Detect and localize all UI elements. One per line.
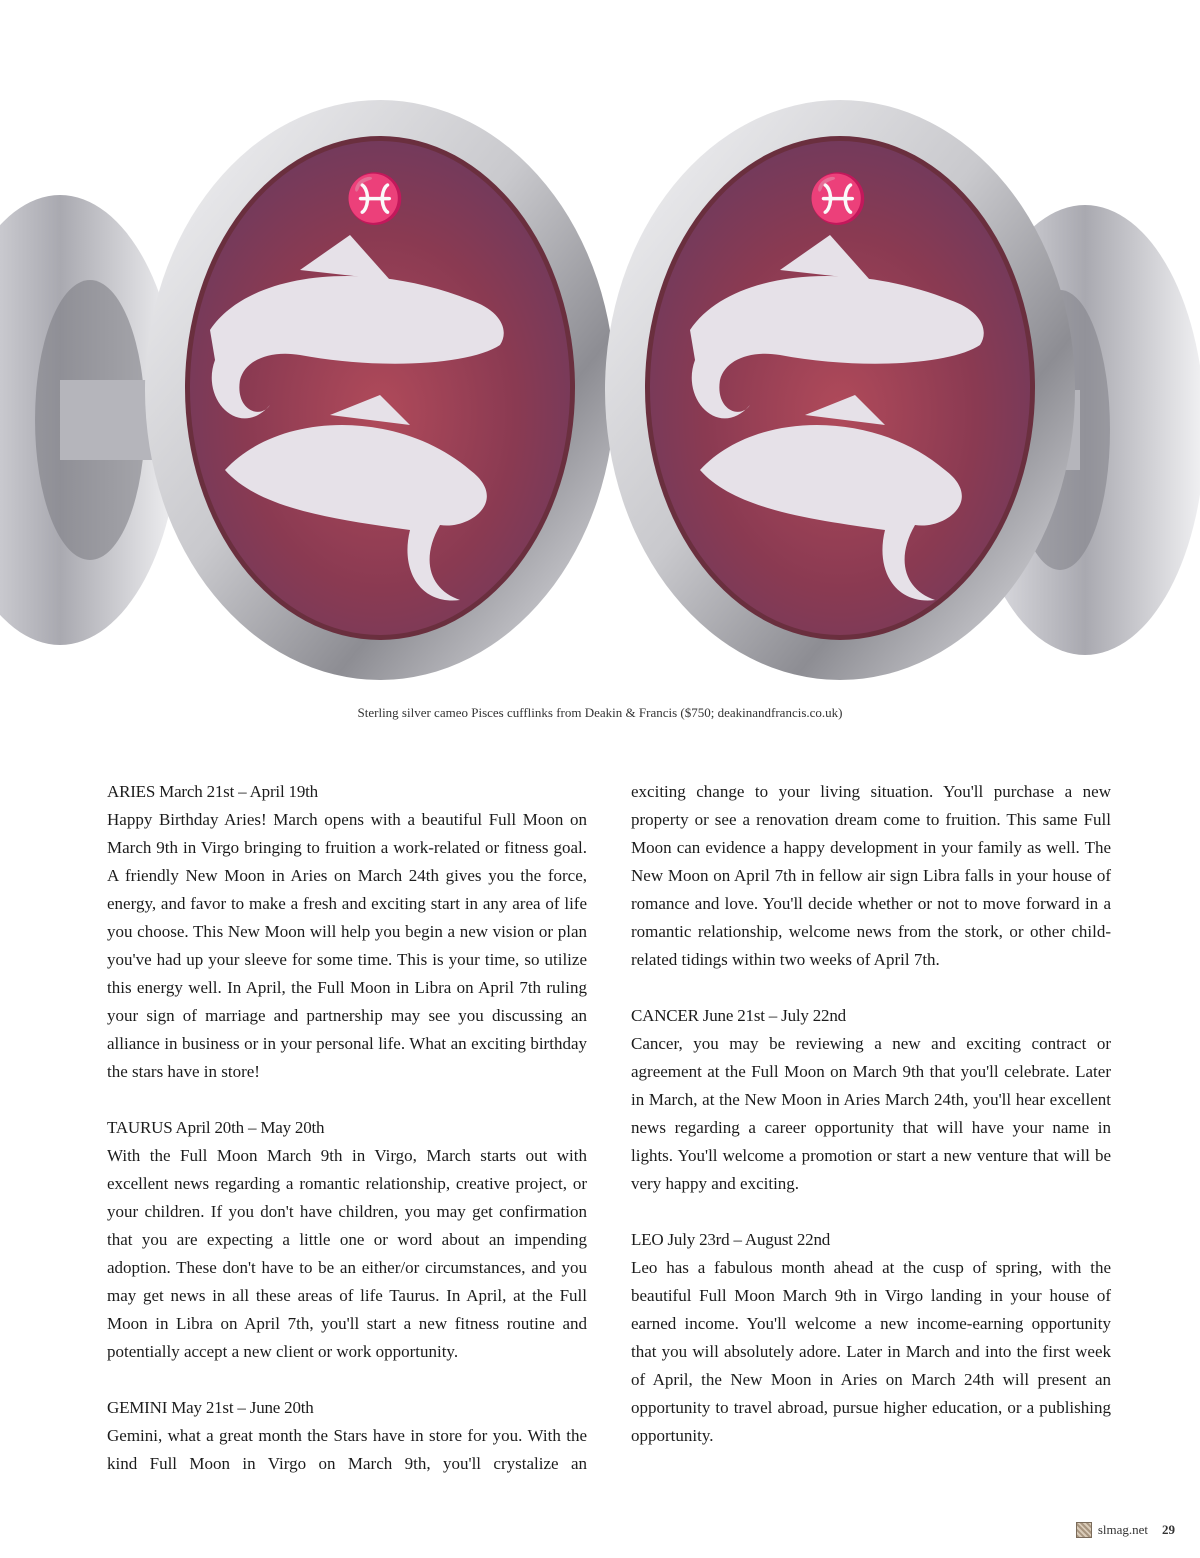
page-number: 29 xyxy=(1162,1522,1175,1537)
gemini-continued-body: exciting change to your living situation. You'll purchase a new property or see a renovation dream come to fruition. This same Full Moon can evidence a happy development in your family as well. The New Moon on April 7th in fellow air sign Libra falls in your house of romance and love. You'll decide whether or not to move forward in a romantic relationship, welcome news from the stork, or other child-related tidings within two weeks of April 7th. xyxy=(631,782,1111,969)
site-url: slmag.net xyxy=(1097,1522,1148,1537)
left-cameo xyxy=(145,100,615,680)
right-column xyxy=(631,778,1111,1478)
gemini-heading: GEMINI May 21st – June 20th xyxy=(107,1398,314,1417)
aries-heading: ARIES March 21st – April 19th xyxy=(107,782,318,801)
taurus-body: With the Full Moon March 9th in Virgo, March starts out with excellent news regarding a romantic relationship, creative project, or your children. If you don't have children, you may get confirmation that you are expecting a little one or word about an impending adoption. These don't have to be an either/or circumstances, and you may get news in all these areas of life Taurus. In April, at the Full Moon in Libra on April 7th, you'll start a new fitness routine and potentially accept a new client or work opportunity. xyxy=(107,1146,587,1361)
gemini-continued-section xyxy=(631,778,1111,974)
aries-section xyxy=(107,778,587,1086)
cancer-section xyxy=(631,1002,1111,1198)
leo-section xyxy=(631,1226,1111,1450)
right-cameo xyxy=(605,100,1075,680)
pisces-cufflinks-photo xyxy=(0,0,1200,700)
page-footer xyxy=(1076,1522,1175,1538)
taurus-heading: TAURUS April 20th – May 20th xyxy=(107,1118,325,1137)
gemini-body: Gemini, what a great month the Stars have in store for you. With the kind Full Moon in Virgo on March 9th, you'll crystalize an xyxy=(107,1426,587,1473)
leo-body: Leo has a fabulous month ahead at the cusp of spring, with the beautiful Full Moon March 9th in Virgo landing in your house of earned income. You'll welcome a new income-earning opportunity that you will absolutely adore. Later in March and into the first week of April, the New Moon in Aries on March 24th will present an opportunity to travel abroad, pursue higher education, or a publishing opportunity. xyxy=(631,1258,1111,1445)
cancer-body: Cancer, you may be reviewing a new and exciting contract or agreement at the Full Moon on March 9th that you'll celebrate. Later in March, at the New Moon in Aries March 24th, you'll hear excellent news regarding a career opportunity that will have your name in lights. You'll welcome a promotion or start a new venture that will be very happy and exciting. xyxy=(631,1034,1111,1193)
left-column xyxy=(107,778,587,1506)
taurus-section xyxy=(107,1114,587,1366)
photo-caption: Sterling silver cameo Pisces cufflinks from Deakin & Francis ($750; deakinandfrancis.co.uk) xyxy=(357,705,843,720)
aries-body: Happy Birthday Aries! March opens with a beautiful Full Moon on March 9th in Virgo bringing to fruition a work-related or fitness goal. A friendly New Moon in Aries on March 24th gives you the force, energy, and favor to make a fresh and exciting start in any area of life you choose. This New Moon will help you begin a new vision or plan you've had up your sleeve for some time. This is your time, so utilize this energy well. In April, the Full Moon in Libra on April 7th ruling your sign of marriage and partnership may see you discussing an alliance in business or in your personal life. What an exciting birthday the stars have in store! xyxy=(107,810,587,1081)
cancer-heading: CANCER June 21st – July 22nd xyxy=(631,1006,846,1025)
svg-text:♓: ♓ xyxy=(345,171,405,227)
site-logo-icon xyxy=(1076,1522,1092,1538)
cufflinks-illustration xyxy=(0,0,1200,700)
leo-heading: LEO July 23rd – August 22nd xyxy=(631,1230,831,1249)
gemini-section xyxy=(107,1394,587,1478)
svg-text:♓: ♓ xyxy=(808,171,868,227)
